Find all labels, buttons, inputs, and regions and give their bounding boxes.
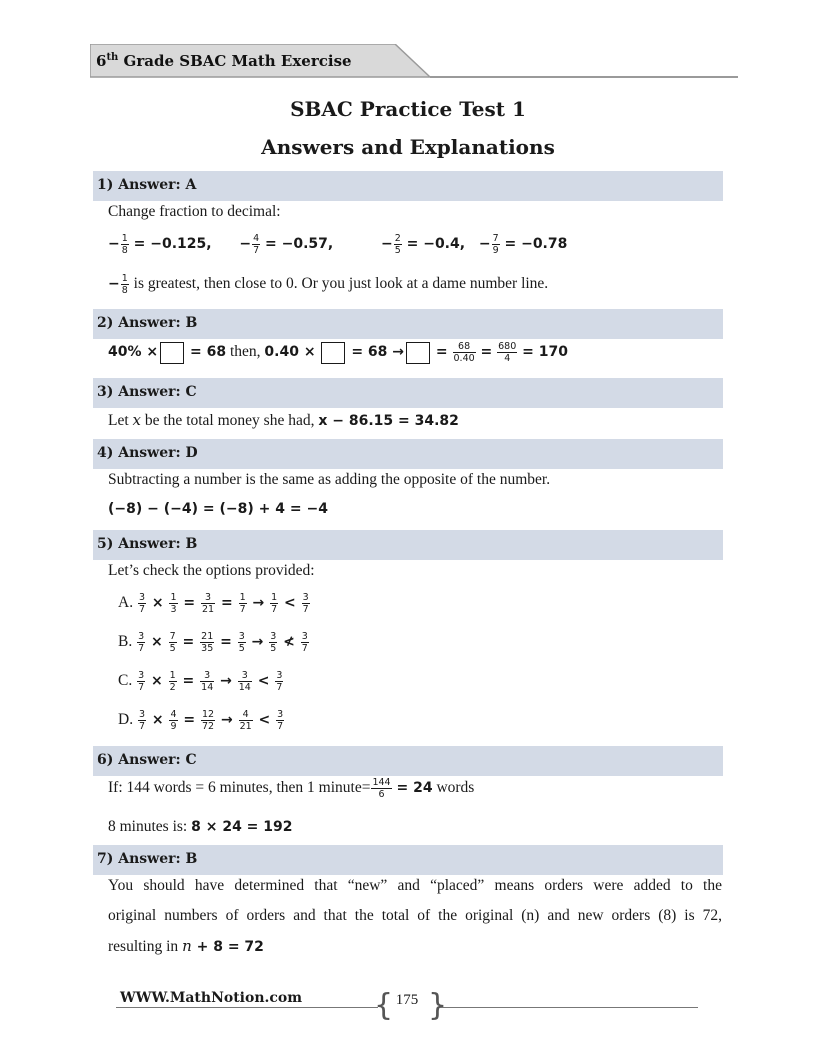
header-rule (430, 76, 738, 78)
operator: = (177, 673, 200, 690)
option-label: C. (118, 672, 137, 690)
q6-line-1: If: 144 words = 6 minutes, then 1 minute= $\frac{144}{6}$ = 24 words (108, 777, 475, 800)
q5-option-d (118, 709, 285, 732)
operator: × (146, 673, 168, 690)
operator: → (246, 634, 269, 651)
fraction: $\frac{4}{9}$ (170, 709, 177, 732)
operator: = (177, 634, 200, 651)
q7-line-1: You should have determined that “new” and “placed” means orders were added to the (108, 877, 722, 894)
header-title: 6th Grade SBAC Math Exercise (96, 52, 352, 70)
q7-line-2: original numbers of orders and that the total of the original (n) and new orders (8) is 72, (108, 907, 722, 924)
operator: ≮ (278, 634, 300, 651)
q5-intro: Let’s check the options provided: (108, 562, 315, 579)
fraction: $\frac{1}{3}$ (170, 592, 177, 615)
fraction: $\frac{3}{7}$ (302, 592, 309, 615)
answer-bar-5: 5) Answer: B (93, 530, 723, 560)
operator: < (279, 595, 301, 612)
fraction: $\frac{12}{72}$ (202, 709, 215, 732)
q6-line-2: 8 minutes is: 8 × 24 = 192 (108, 818, 293, 835)
q5-option-a (118, 592, 311, 615)
page-title: SBAC Practice Test 1 (290, 97, 526, 121)
right-brace-icon: } (428, 988, 448, 1023)
operator: = (178, 595, 201, 612)
fraction: $\frac{21}{35}$ (201, 631, 214, 654)
page-subtitle: Answers and Explanations (261, 135, 555, 159)
answer-bar-1: 1) Answer: A (93, 171, 723, 201)
q7-line-3: resulting in n + 8 = 72 (108, 937, 264, 955)
option-label: A. (118, 594, 137, 612)
option-label: B. (118, 633, 137, 651)
fraction: $\frac{3}{7}$ (277, 709, 284, 732)
blank-box (160, 342, 184, 364)
q2-equation: 40% × = 68 then, 0.40 × = 68 → = $\frac{68}{0.40}$ = $\frac{680}{4}$ = 170 (108, 341, 568, 364)
fraction: $\frac{3}{21}$ (202, 592, 215, 615)
operator: = (178, 712, 201, 729)
fraction: $\frac{4}{21}$ (239, 709, 252, 732)
q1-intro: Change fraction to decimal: (108, 203, 281, 220)
fraction: $\frac{3}{5}$ (238, 631, 245, 654)
operator: < (252, 673, 275, 690)
answer-bar-3: 3) Answer: C (93, 378, 723, 408)
footer-rule-right (438, 1007, 698, 1008)
footer-rule-left (116, 1007, 378, 1008)
blank-box (406, 342, 430, 364)
q5-option-c (118, 670, 284, 693)
q5-option-b (118, 631, 310, 654)
q4-text: Subtracting a number is the same as adding the opposite of the number. (108, 471, 551, 488)
operator: = (215, 634, 237, 651)
fraction: $\frac{1}{7}$ (271, 592, 278, 615)
fraction: $\frac{3}{7}$ (138, 670, 145, 693)
operator: × (147, 595, 169, 612)
fraction: $\frac{3}{7}$ (276, 670, 283, 693)
operator: × (146, 634, 168, 651)
fraction: $\frac{3}{7}$ (138, 592, 145, 615)
operator: → (247, 595, 270, 612)
operator: → (216, 712, 238, 729)
answer-bar-7: 7) Answer: B (93, 845, 723, 875)
left-brace-icon: { (374, 988, 394, 1023)
answer-bar-2: 2) Answer: B (93, 309, 723, 339)
fraction: $\frac{1}{7}$ (239, 592, 246, 615)
q1-equations: − $\frac{1}{8}$ = −0.125, − $\frac{4}{7}$ = −0.57, − $\frac{2}{5}$ = −0.4, − $\frac{7}{9}$ = −0.78 (108, 233, 568, 256)
q4-equation: (−8) − (−4) = (−8) + 4 = −4 (108, 501, 328, 517)
fraction: $\frac{3}{14}$ (201, 670, 214, 693)
answer-bar-6: 6) Answer: C (93, 746, 723, 776)
fraction: $\frac{3}{7}$ (138, 631, 145, 654)
fraction: $\frac{3}{7}$ (138, 709, 145, 732)
operator: → (215, 673, 237, 690)
page-number: 175 (395, 992, 419, 1008)
operator: × (147, 712, 169, 729)
fraction: $\frac{3}{14}$ (238, 670, 251, 693)
blank-box (321, 342, 345, 364)
fraction: $\frac{3}{7}$ (301, 631, 308, 654)
operator: = (216, 595, 238, 612)
option-label: D. (118, 711, 137, 729)
operator: < (253, 712, 276, 729)
q3-text: Let x be the total money she had, x − 86.15 = 34.82 (108, 411, 459, 429)
fraction: $\frac{7}{5}$ (169, 631, 176, 654)
fraction: $\frac{1}{2}$ (169, 670, 176, 693)
answer-bar-4: 4) Answer: D (93, 439, 723, 469)
q1-conclusion: − $\frac{1}{8}$ is greatest, then close to 0. Or you just look at a dame number line. (108, 273, 549, 296)
footer-url: WWW.MathNotion.com (120, 990, 303, 1006)
fraction: $\frac{3}{5}$ (270, 631, 277, 654)
